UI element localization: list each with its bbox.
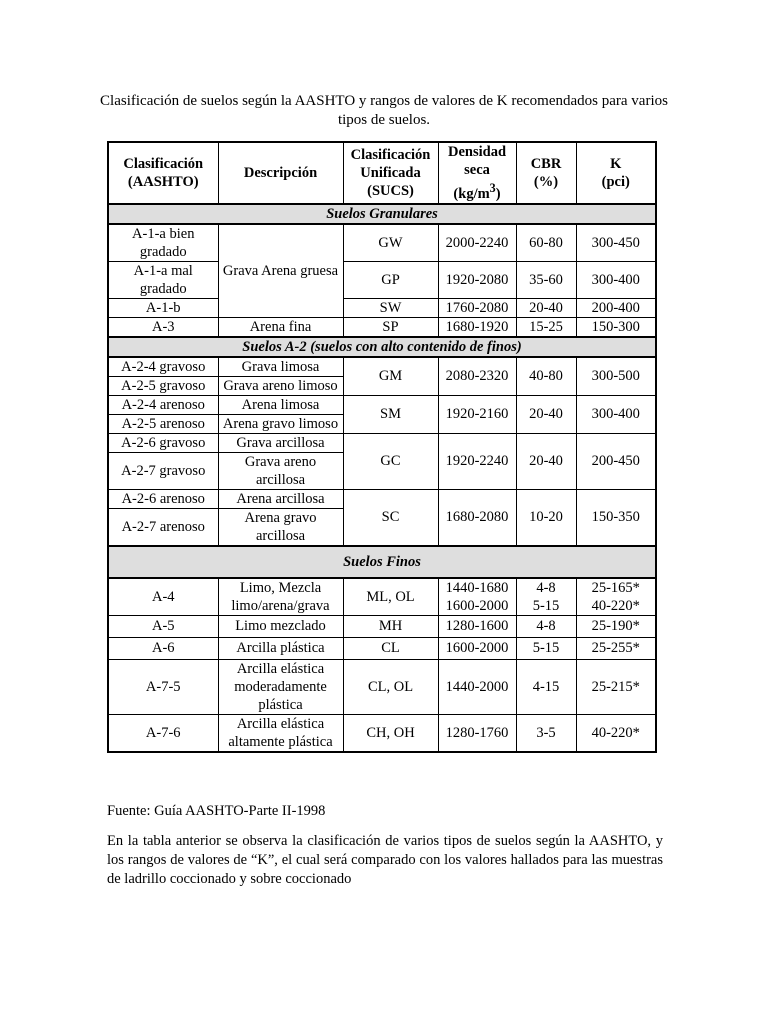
table-row: A-5 Limo mezclado MH 1280-1600 4-8 25-190* [108, 615, 656, 637]
desc-grava-arena-gruesa: Grava Arena gruesa [218, 224, 343, 318]
section-row-finos: Suelos Finos [108, 546, 656, 578]
table-row: A-6 Arcilla plástica CL 1600-2000 5-15 25-255* [108, 637, 656, 659]
table-caption: Clasificación de suelos según la AASHTO y rangos de valores de K recomendados para varios tipos de suelos. [100, 93, 668, 128]
header-sucs: Clasificación Unificada (SUCS) [343, 142, 438, 204]
table-header-row [108, 142, 656, 204]
section-row-a2: Suelos A-2 (suelos con alto contenido de finos) [108, 337, 656, 357]
table-row: A-4 Limo, Mezcla limo/arena/grava ML, OL 1440-1680 1600-2000 4-8 5-15 25-165* 40-220* [108, 578, 656, 616]
table-row: A-1-b SW 1760-2080 20-40 200-400 [108, 298, 656, 317]
table-row: A-2-5 gravoso Grava areno limoso [108, 376, 656, 395]
header-cbr: CBR (%) [516, 142, 576, 204]
table-row: A-1-a mal gradado GP 1920-2080 35-60 300-400 [108, 261, 656, 298]
table-row: A-2-4 gravoso Grava limosa GM 2080-2320 40-80 300-500 [108, 357, 656, 377]
table-row: A-7-6 Arcilla elástica altamente plástica CH, OH 1280-1760 3-5 40-220* [108, 714, 656, 752]
table-row: A-7-5 Arcilla elástica moderadamente plástica CL, OL 1440-2000 4-15 25-215* [108, 659, 656, 714]
table-row: A-2-6 arenoso Arena arcillosa SC 1680-2080 10-20 150-350 [108, 489, 656, 508]
header-descripcion: Descripción [218, 142, 343, 204]
section-row-granulares: Suelos Granulares [108, 204, 656, 224]
soil-classification-table [107, 141, 657, 753]
header-clasificacion: Clasificación (AASHTO) [108, 142, 218, 204]
table-row: A-2-7 gravoso Grava areno arcillosa [108, 452, 656, 489]
table-row: A-1-a bien gradado Grava Arena gruesa GW 2000-2240 60-80 300-450 [108, 224, 656, 262]
header-k: K (pci) [576, 142, 656, 204]
table-row: A-2-7 arenoso Arena gravo arcillosa [108, 508, 656, 546]
table-row: A-3 Arena fina SP 1680-1920 15-25 150-300 [108, 317, 656, 337]
body-paragraph: En la tabla anterior se observa la clasificación de varios tipos de suelos según la AASHTO, y los rangos de valores de “K”, el cual será comparado con los valores hallados para las muestras de ladrillo coccionado y sobre coccionado [107, 833, 663, 887]
table-row: A-2-4 arenoso Arena limosa SM 1920-2160 20-40 300-400 [108, 395, 656, 414]
source-note: Fuente: Guía AASHTO-Parte II-1998 [107, 803, 326, 819]
table-row: A-2-6 gravoso Grava arcillosa GC 1920-2240 20-40 200-450 [108, 433, 656, 452]
table-row: A-2-5 arenoso Arena gravo limoso [108, 414, 656, 433]
header-densidad: Densidad seca $(kg/m^3)$ [438, 142, 516, 204]
